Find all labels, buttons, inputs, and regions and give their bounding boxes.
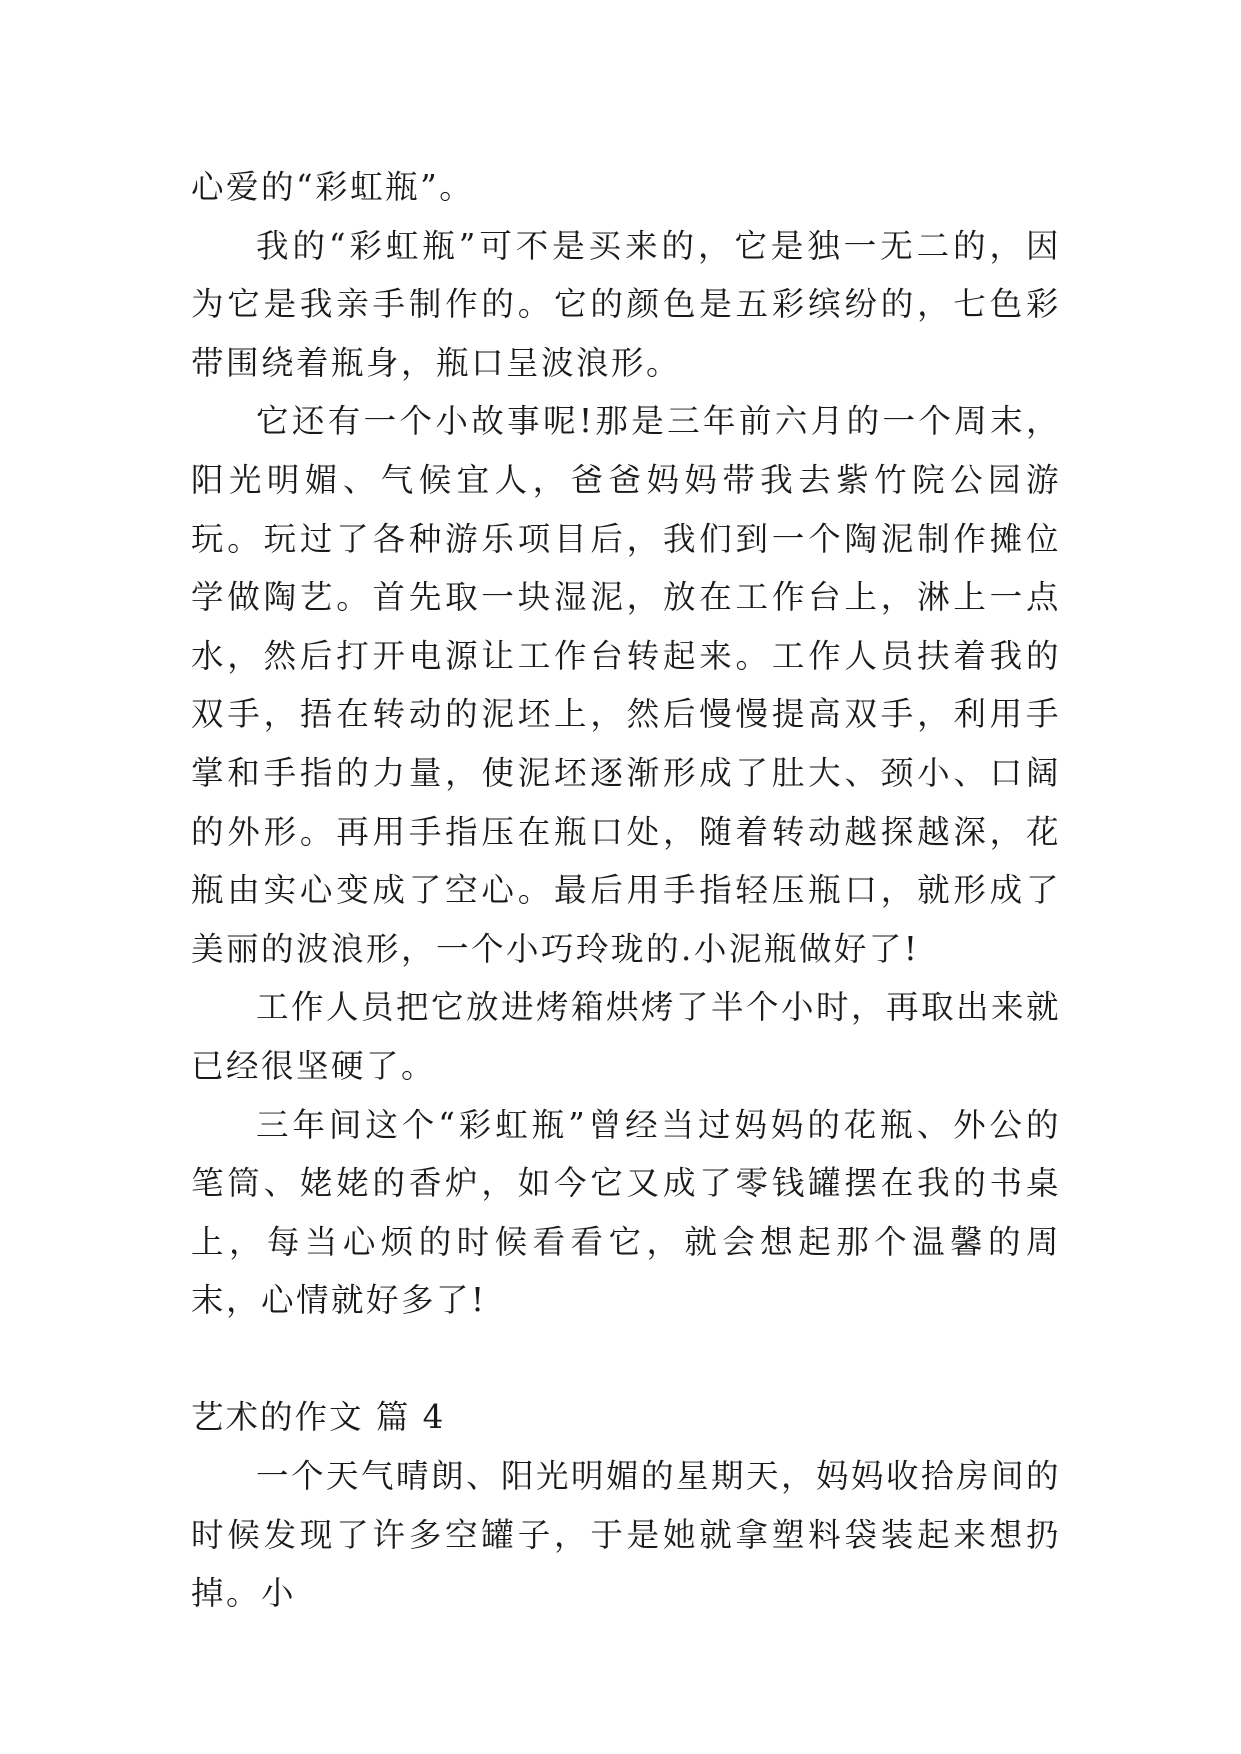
- paragraph-6: 一个天气晴朗、阳光明媚的星期天，妈妈收拾房间的时候发现了许多空罐子，于是她就拿塑料袋装起来想扔掉。小: [191, 1457, 1062, 1613]
- section-heading: 艺术的作文 篇 4: [191, 1398, 446, 1437]
- paragraph-5: 三年间这个“彩虹瓶”曾经当过妈妈的花瓶、外公的笔筒、姥姥的香炉，如今它又成了零钱罐摆在我的书桌上，每当心烦的时候看看它，就会想起那个温馨的周末，心情就好多了!: [191, 1105, 1061, 1320]
- paragraph-1: 心爱的“彩虹瓶”。: [191, 168, 475, 206]
- section-spacer: [191, 1330, 1061, 1389]
- paragraph-3: 它还有一个小故事呢!那是三年前六月的一个周末，阳光明媚、气候宜人，爸爸妈妈带我去紫竹院公园游玩。玩过了各种游乐项目后，我们到一个陶泥制作摊位学做陶艺。首先取一块湿泥，放在工作台上，淋上一点水，然后打开电源让工作台转起来。工作人员扶着我的双手，捂在转动的泥坯上，然后慢慢提高双手，利用手掌和手指的力量，使泥坯逐渐形成了肚大、颈小、口阔的外形。再用手指压在瓶口处，随着转动越探越深，花瓶由实心变成了空心。最后用手指轻压瓶口，就形成了美丽的波浪形，一个小巧玲珑的.小泥瓶做好了!: [191, 402, 1061, 968]
- document-body: [191, 158, 1061, 1623]
- paragraph-2: 我的“彩虹瓶”可不是买来的，它是独一无二的，因为它是我亲手制作的。它的颜色是五彩缤纷的，七色彩带围绕着瓶身，瓶口呈波浪形。: [191, 226, 1061, 382]
- paragraph-4: 工作人员把它放进烤箱烘烤了半个小时，再取出来就已经很坚硬了。: [191, 988, 1062, 1085]
